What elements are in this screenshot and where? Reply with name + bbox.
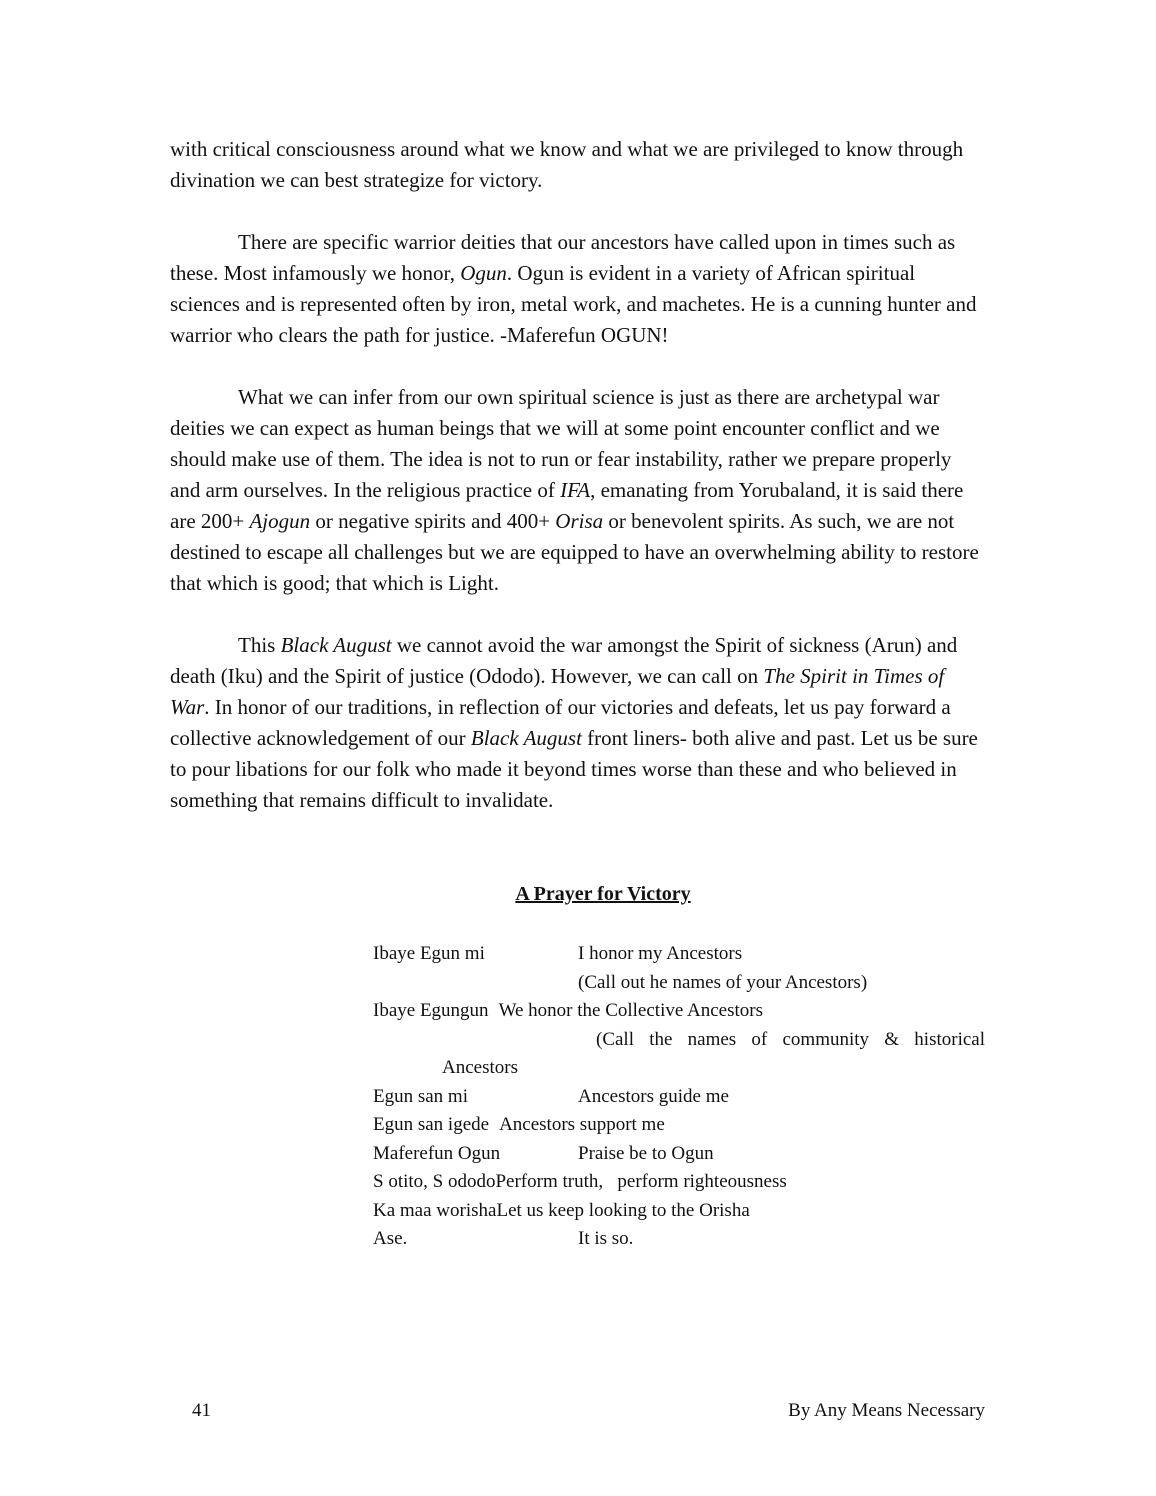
italic-term-ogun: Ogun xyxy=(460,261,507,285)
prayer-instruction-continued: Ancestors xyxy=(442,1057,518,1078)
text-run: This xyxy=(238,633,281,657)
text-run: What we can infer from our own spiritual science is just as there are archetypal war deities we can expect as human beings that we will at some point encounter conflict and we should make use of them. The idea is not to run or fear instability, rather we prepare properly and arm ourselves. In the religious practice of xyxy=(170,385,952,502)
prayer-yoruba: Ka maa worisha xyxy=(373,1199,497,1221)
prayer-yoruba: Egun san igede xyxy=(373,1114,490,1135)
prayer-yoruba: S otito, S ododo xyxy=(373,1171,496,1192)
prayer-english: Perform truth, perform righteousness xyxy=(495,1171,787,1192)
prayer-instruction: (Call out he names of your Ancestors) xyxy=(578,971,868,993)
text-run: . In honor of our traditions, in reflection of our victories and defeats, let us pay forward a collective acknowledgement of our xyxy=(170,695,951,750)
prayer-yoruba: Ibaye Egun mi xyxy=(373,943,485,964)
prayer-line xyxy=(373,1168,985,1197)
prayer-yoruba: Ibaye Egungun xyxy=(373,1000,489,1021)
italic-term-spirit-in-times-of-war: The Spirit in Times of War xyxy=(170,664,945,719)
prayer-line xyxy=(373,1140,985,1169)
paragraph-1: with critical consciousness around what we know and what we are privileged to know through divination we can best strategize for victory. xyxy=(170,137,964,192)
text-run: . Ogun is evident in a variety of African spiritual sciences and is represented often by iron, metal work, and machetes. He is a cunning hunter and warrior who clears the path for justice. -Maferefun OGUN! xyxy=(170,261,977,347)
prayer-english: I honor my Ancestors xyxy=(578,943,743,964)
paragraph-2 xyxy=(170,227,986,351)
italic-term-black-august: Black August xyxy=(470,726,582,750)
prayer-english: Ancestors support me xyxy=(499,1114,665,1135)
italic-term-ifa: IFA xyxy=(560,478,591,502)
prayer-line xyxy=(373,940,985,969)
prayer-english: It is so. xyxy=(578,1228,634,1249)
prayer-line xyxy=(373,1197,985,1226)
italic-term-ajogun: Ajogun xyxy=(249,509,311,533)
prayer-line xyxy=(373,1225,985,1254)
italic-term-orisa: Orisa xyxy=(555,509,604,533)
footer-title: By Any Means Necessary xyxy=(788,1400,985,1421)
page-number: 41 xyxy=(192,1400,211,1421)
text-run: front liners- both alive and past. Let us be sure to pour libations for our folk who made it beyond times worse than these and who believed in something that remains difficult to invalidate. xyxy=(170,726,978,812)
italic-term-black-august: Black August xyxy=(280,633,392,657)
paragraph-4 xyxy=(170,630,986,816)
prayer-block xyxy=(373,940,985,1254)
text-run: or negative spirits and 400+ xyxy=(310,509,556,533)
prayer-english: Praise be to Ogun xyxy=(578,1142,714,1164)
text-run: There are specific warrior deities that our ancestors have called upon in times such as these. Most infamously we honor, xyxy=(170,230,956,285)
prayer-english: Ancestors guide me xyxy=(578,1085,729,1107)
body-text xyxy=(170,134,986,847)
paragraph-3 xyxy=(170,382,986,599)
prayer-yoruba: Maferefun Ogun xyxy=(373,1142,501,1164)
prayer-line xyxy=(373,1111,985,1140)
prayer-title: A Prayer for Victory xyxy=(515,883,691,905)
prayer-yoruba: Ase. xyxy=(373,1228,408,1249)
text-run: , emanating from Yorubaland, it is said there are 200+ xyxy=(170,478,964,533)
text-run: we cannot avoid the war amongst the Spirit of sickness (Arun) and death (Iku) and the Spirit of justice (Ododo). However, we can call on xyxy=(170,633,958,688)
prayer-instruction: (Call the names of community & historical xyxy=(596,1028,985,1050)
prayer-yoruba: Egun san mi xyxy=(373,1085,468,1107)
prayer-english: Let us keep looking to the Orisha xyxy=(496,1199,750,1221)
prayer-english: We honor the Collective Ancestors xyxy=(498,1000,763,1021)
text-run: or benevolent spirits. As such, we are not destined to escape all challenges but we are equipped to have an overwhelming ability to restore that which is good; that which is Light. xyxy=(170,509,979,595)
prayer-line xyxy=(373,1083,985,1112)
prayer-line xyxy=(373,997,985,1026)
